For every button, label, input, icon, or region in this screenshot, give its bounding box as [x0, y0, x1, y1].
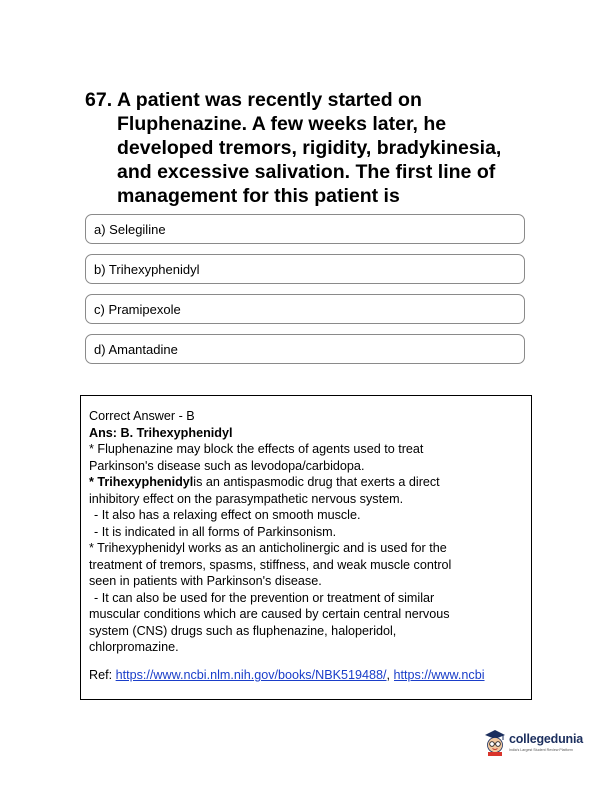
answer-box [80, 395, 532, 700]
explanation-line: * Fluphenazine may block the effects of agents used to treat [89, 442, 424, 456]
question-line: developed tremors, rigidity, bradykinesia, [117, 137, 502, 159]
collegedunia-logo [483, 728, 583, 758]
explanation-line [89, 474, 529, 491]
reference [89, 667, 539, 684]
explanation-line: Parkinson's disease such as levodopa/carbidopa. [89, 458, 365, 473]
explanation-line: - It also has a relaxing effect on smooth muscle. [94, 508, 361, 522]
reference-separator: , [386, 668, 394, 682]
explanation-line: chlorpromazine. [89, 640, 179, 654]
explanation-line: - It is indicated in all forms of Parkinsonism. [94, 524, 337, 539]
correct-answer: Correct Answer - B [89, 409, 195, 423]
answer-label: Ans: B. Trihexyphenidyl [89, 425, 233, 440]
explanation-line: muscular conditions which are caused by certain central nervous [89, 607, 450, 621]
question-line: Fluphenazine. A few weeks later, he [117, 113, 447, 135]
question-line: A patient was recently started on [117, 89, 422, 111]
explanation-line: inhibitory effect on the parasympathetic nervous system. [89, 491, 404, 506]
explanation-line: system (CNS) drugs such as fluphenazine, haloperidol, [89, 623, 397, 638]
question-number: 67. [85, 89, 113, 111]
drug-name-bold: * Trihexyphenidyl [89, 475, 194, 489]
question-line: and excessive salivation. The first line of [117, 161, 496, 183]
brand-name: collegedunia [509, 732, 584, 746]
option-c[interactable]: c) Pramipexole [85, 294, 525, 324]
mascot-icon [483, 728, 507, 756]
question-text [117, 88, 547, 208]
option-b[interactable]: b) Trihexyphenidyl [85, 254, 525, 284]
question-line: management for this patient is [117, 185, 400, 207]
explanation-line: - It can also be used for the prevention or treatment of similar [94, 590, 435, 605]
brand-tagline: India's Largest Student Review Platform [509, 748, 573, 752]
reference-label: Ref: [89, 668, 116, 682]
explanation-line: treatment of tremors, spasms, stiffness, and weak muscle control [89, 557, 452, 572]
explanation-text: is an antispasmodic drug that exerts a direct [193, 475, 440, 489]
option-d[interactable]: d) Amantadine [85, 334, 525, 364]
option-a[interactable]: a) Selegiline [85, 214, 525, 244]
answer-text [89, 408, 529, 656]
reference-link-1[interactable]: https://www.ncbi.nlm.nih.gov/books/NBK519488/ [115, 668, 387, 682]
reference-link-2[interactable]: https://www.ncbi [393, 668, 485, 682]
explanation-line: seen in patients with Parkinson's disease. [89, 574, 322, 588]
explanation-line: * Trihexyphenidyl works as an anticholinergic and is used for the [89, 541, 447, 555]
